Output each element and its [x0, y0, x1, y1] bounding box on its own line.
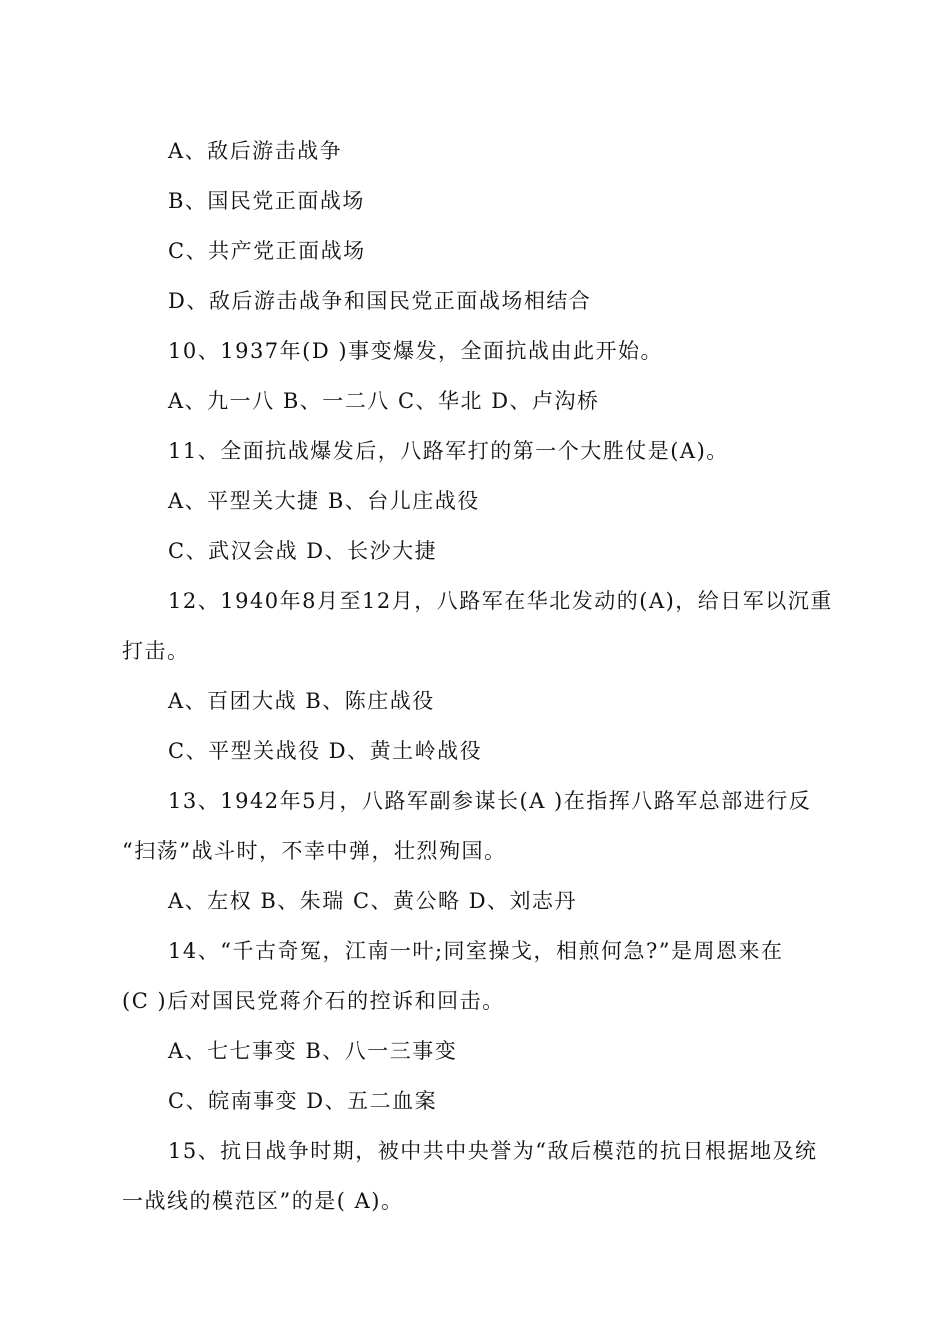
options-ab-q12: A、百团大战 B、陈庄战役: [168, 689, 435, 713]
question-14: 14、“千古奇冤，江南一叶;同室操戈，相煎何急?”是周恩来在: [168, 939, 784, 963]
question-13: 13、1942年5月，八路军副参谋长(A )在指挥八路军总部进行反: [168, 789, 812, 813]
question-12: 12、1940年8月至12月，八路军在华北发动的(A)，给日军以沉重: [168, 589, 833, 613]
question-12-continued: 打击。: [122, 639, 190, 663]
options-cd-q11: C、武汉会战 D、长沙大捷: [168, 539, 438, 563]
options-ab-q11: A、平型关大捷 B、台儿庄战役: [168, 489, 480, 513]
options-q13: A、左权 B、朱瑞 C、黄公略 D、刘志丹: [168, 889, 578, 913]
options-cd-q14: C、皖南事变 D、五二血案: [168, 1089, 438, 1113]
question-13-continued: “扫荡”战斗时，不幸中弹，壮烈殉国。: [122, 839, 507, 863]
question-15: 15、抗日战争时期，被中共中央誉为“敌后模范的抗日根据地及统: [168, 1139, 818, 1163]
option-d-q9: D、敌后游击战争和国民党正面战场相结合: [168, 289, 592, 313]
question-14-continued: (C )后对国民党蒋介石的控诉和回击。: [122, 989, 505, 1013]
question-15-continued: 一战线的模范区”的是( A)。: [122, 1189, 404, 1213]
options-q10: A、九一八 B、一二八 C、华北 D、卢沟桥: [168, 389, 600, 413]
question-10: 10、1937年(D )事变爆发，全面抗战由此开始。: [168, 339, 664, 363]
option-c-q9: C、共产党正面战场: [168, 239, 366, 263]
options-ab-q14: A、七七事变 B、八一三事变: [168, 1039, 458, 1063]
question-11: 11、全面抗战爆发后，八路军打的第一个大胜仗是(A)。: [168, 439, 729, 463]
option-b-q9: B、国民党正面战场: [168, 189, 365, 213]
option-a-q9: A、敌后游击战争: [168, 139, 343, 163]
options-cd-q12: C、平型关战役 D、黄土岭战役: [168, 739, 483, 763]
